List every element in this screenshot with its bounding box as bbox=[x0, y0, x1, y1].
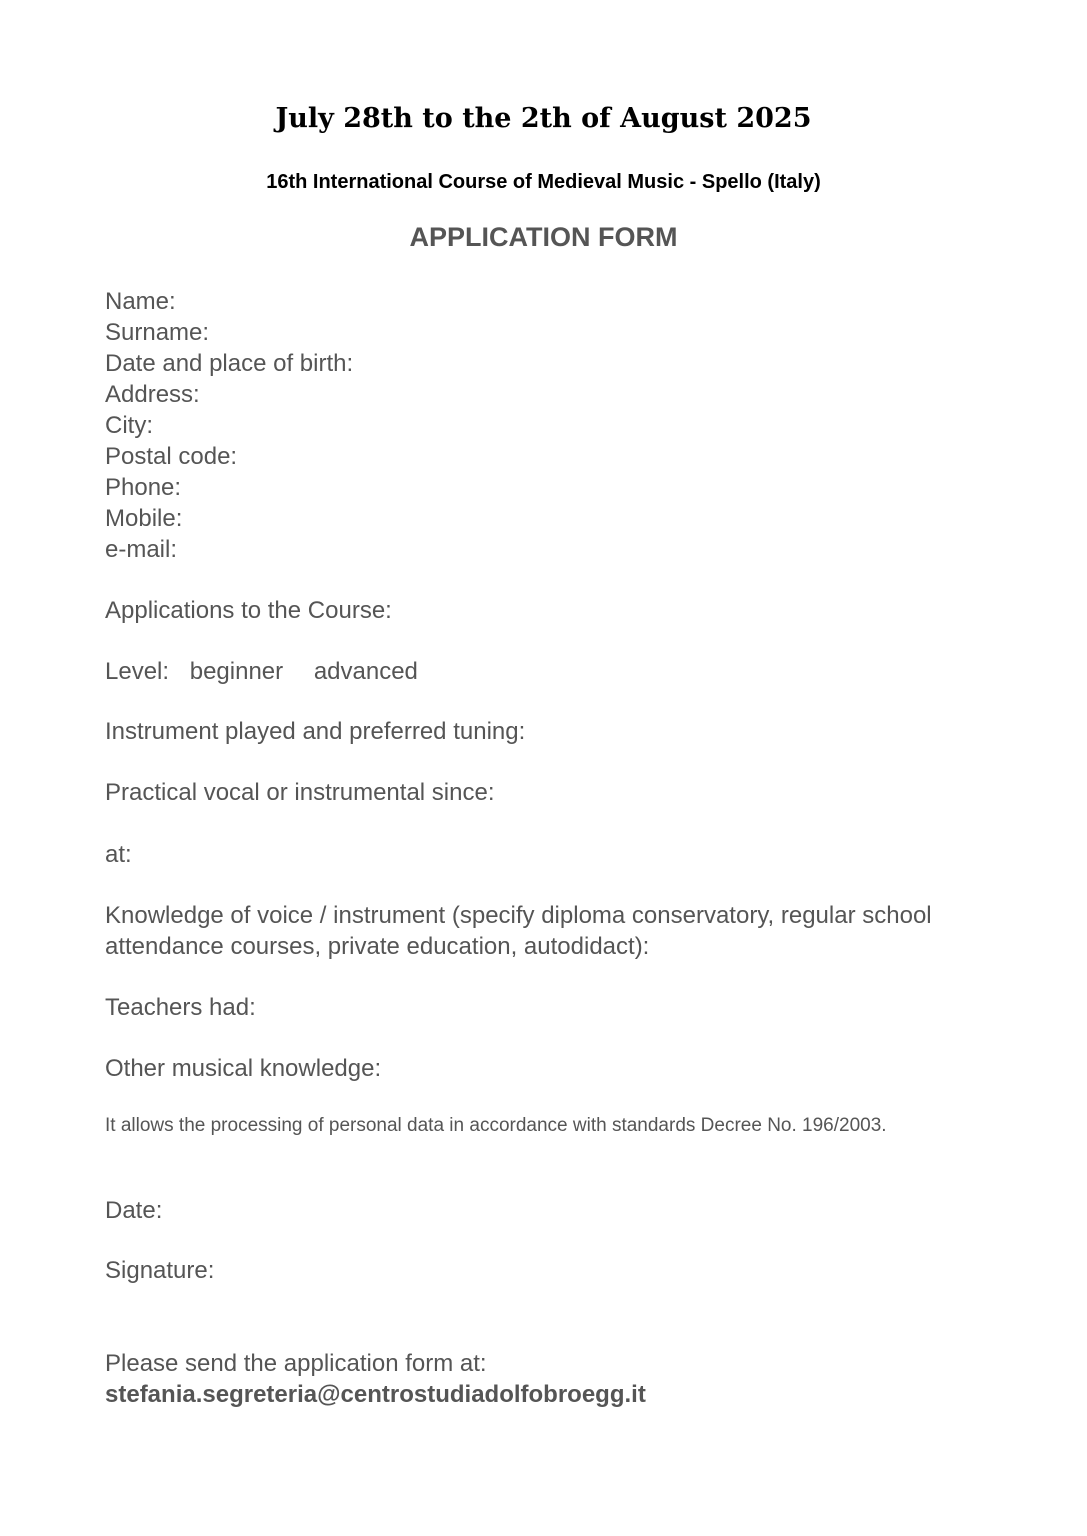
course-dates-heading: July 28th to the 2th of August 2025 bbox=[275, 103, 812, 134]
other-knowledge-label: Other musical knowledge: bbox=[105, 1055, 382, 1082]
personal-details-fields bbox=[105, 286, 935, 565]
send-instruction: Please send the application form at: bbox=[105, 1350, 487, 1377]
level-option-beginner: beginner bbox=[189, 658, 284, 685]
privacy-note: It allows the processing of personal data in accordance with standards Decree No. 196/2003. bbox=[105, 1115, 887, 1136]
field-email-label: e-mail: bbox=[105, 536, 178, 563]
form-title: APPLICATION FORM bbox=[409, 222, 678, 252]
practice-at-label: at: bbox=[105, 841, 132, 868]
instrument-label: Instrument played and preferred tuning: bbox=[105, 718, 526, 745]
field-phone-label: Phone: bbox=[105, 474, 182, 501]
knowledge-label: Knowledge of voice / instrument (specify diploma conservatory, regular school attendance courses, private education, autodidact): bbox=[105, 902, 932, 960]
applications-label: Applications to the Course: bbox=[105, 597, 392, 624]
teachers-label: Teachers had: bbox=[105, 994, 256, 1021]
field-postal-code-label: Postal code: bbox=[105, 443, 238, 470]
field-city-label: City: bbox=[105, 412, 153, 439]
level-option-advanced: advanced bbox=[313, 658, 418, 685]
level-row bbox=[105, 656, 935, 687]
signature-label: Signature: bbox=[105, 1257, 215, 1284]
field-name-label: Name: bbox=[105, 288, 176, 315]
field-address-label: Address: bbox=[105, 381, 200, 408]
date-label: Date: bbox=[105, 1197, 163, 1224]
field-mobile-label: Mobile: bbox=[105, 505, 183, 532]
contact-email-link[interactable]: stefania.segreteria@centrostudiadolfobroegg.it bbox=[105, 1381, 646, 1408]
level-label: Level: bbox=[105, 658, 170, 685]
field-surname-label: Surname: bbox=[105, 319, 210, 346]
course-name-heading: 16th International Course of Medieval Music - Spello (Italy) bbox=[266, 171, 821, 193]
field-birth-label: Date and place of birth: bbox=[105, 350, 354, 377]
practice-since-label: Practical vocal or instrumental since: bbox=[105, 779, 495, 806]
